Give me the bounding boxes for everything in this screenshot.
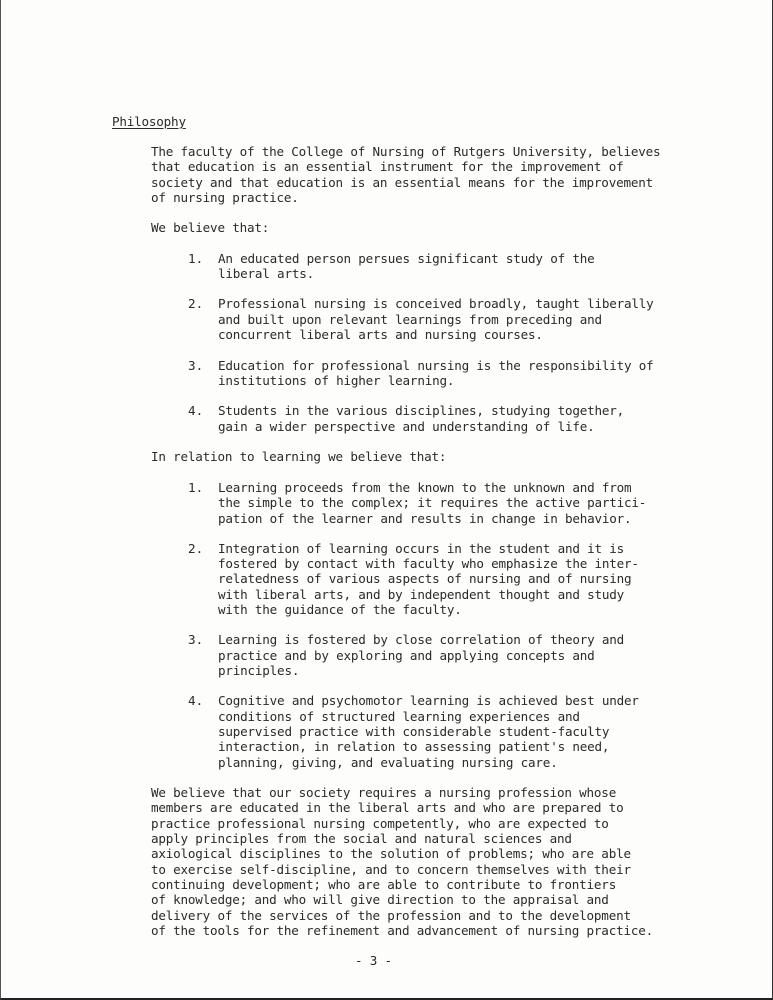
learning-line: Learning proceeds from the known to the unknown and from bbox=[218, 480, 632, 495]
closing-line: axiological disciplines to the solution of problems; who are able bbox=[151, 846, 631, 861]
learning-number: 1. bbox=[188, 480, 204, 495]
belief-line: Professional nursing is conceived broadly, taught liberally bbox=[218, 296, 654, 311]
intro-line: The faculty of the College of Nursing of Rutgers University, believes bbox=[151, 144, 661, 159]
closing-line: of knowledge; and who will give direction to the appraisal and bbox=[151, 892, 609, 907]
belief-line: Education for professional nursing is the responsibility of bbox=[218, 358, 654, 373]
learning-line: principles. bbox=[218, 663, 300, 678]
learning-line: conditions of structured learning experiences and bbox=[218, 709, 580, 724]
learning-line: Integration of learning occurs in the student and it is bbox=[218, 541, 625, 556]
learning-line: Cognitive and psychomotor learning is achieved best under bbox=[218, 693, 639, 708]
learning-line: interaction, in relation to assessing patient's need, bbox=[218, 739, 610, 754]
belief-number: 1. bbox=[188, 251, 204, 266]
belief-number: 3. bbox=[188, 358, 204, 373]
learning-line: relatedness of various aspects of nursing and of nursing bbox=[218, 571, 632, 586]
we-believe-intro: We believe that: bbox=[151, 220, 270, 235]
belief-number: 2. bbox=[188, 296, 204, 311]
intro-line: society and that education is an essential means for the improvement bbox=[151, 175, 653, 190]
closing-line: to exercise self-discipline, and to concern themselves with their bbox=[151, 862, 631, 877]
closing-line: practice professional nursing competently, who are expected to bbox=[151, 816, 609, 831]
closing-line: delivery of the services of the profession and to the development bbox=[151, 908, 631, 923]
closing-line: apply principles from the social and natural sciences and bbox=[151, 831, 572, 846]
learning-number: 2. bbox=[188, 541, 204, 556]
belief-number: 4. bbox=[188, 403, 204, 418]
closing-line: We believe that our society requires a nursing profession whose bbox=[151, 785, 617, 800]
belief-line: An educated person persues significant study of the bbox=[218, 251, 595, 266]
learning-line: with liberal arts, and by independent thought and study bbox=[218, 587, 625, 602]
learning-line: practice and by exploring and applying concepts and bbox=[218, 648, 595, 663]
learning-line: pation of the learner and results in change in behavior. bbox=[218, 511, 632, 526]
belief-line: institutions of higher learning. bbox=[218, 373, 455, 388]
belief-line: gain a wider perspective and understanding of life. bbox=[218, 419, 595, 434]
learning-line: Learning is fostered by close correlation of theory and bbox=[218, 632, 625, 647]
learning-number: 3. bbox=[188, 632, 204, 647]
closing-line: continuing development; who are able to contribute to frontiers bbox=[151, 877, 617, 892]
belief-line: and built upon relevant learnings from preceding and bbox=[218, 312, 602, 327]
learning-line: supervised practice with considerable student-faculty bbox=[218, 724, 610, 739]
belief-line: Students in the various disciplines, studying together, bbox=[218, 403, 625, 418]
section-heading: Philosophy bbox=[112, 114, 186, 129]
intro-line: of nursing practice. bbox=[151, 190, 299, 205]
learning-number: 4. bbox=[188, 693, 204, 708]
learning-line: the simple to the complex; it requires the active partici- bbox=[218, 495, 647, 510]
belief-line: concurrent liberal arts and nursing courses. bbox=[218, 327, 543, 342]
learning-intro: In relation to learning we believe that: bbox=[151, 449, 447, 464]
learning-line: with the guidance of the faculty. bbox=[218, 602, 462, 617]
learning-line: planning, giving, and evaluating nursing care. bbox=[218, 755, 558, 770]
intro-line: that education is an essential instrument for the improvement of bbox=[151, 159, 624, 174]
learning-line: fostered by contact with faculty who emphasize the inter- bbox=[218, 556, 639, 571]
closing-line: of the tools for the refinement and advancement of nursing practice. bbox=[151, 923, 653, 938]
closing-line: members are educated in the liberal arts and who are prepared to bbox=[151, 800, 624, 815]
belief-line: liberal arts. bbox=[218, 266, 314, 281]
page-number: - 3 - bbox=[355, 953, 392, 968]
